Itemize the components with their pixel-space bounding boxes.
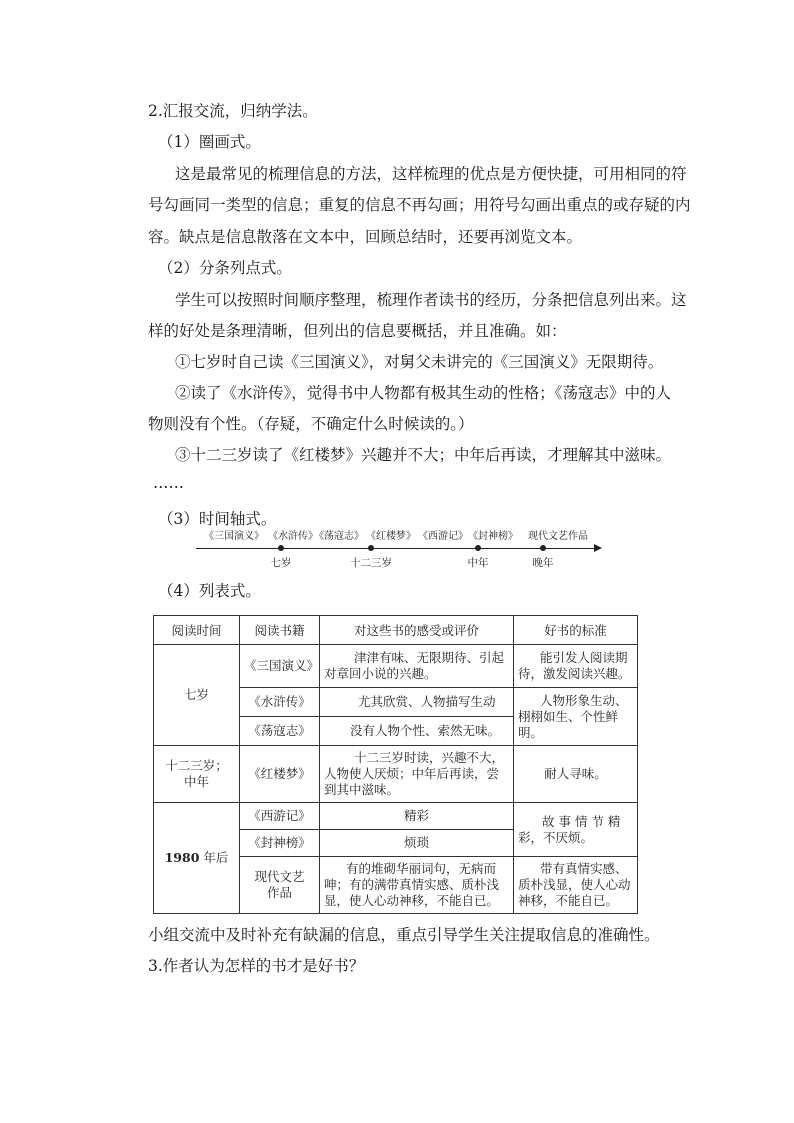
book-text: 现代文艺 <box>254 869 305 884</box>
timeline-tick-label: 中年 <box>467 557 489 569</box>
timeline-book-label: 《荡寇志》 <box>314 531 364 542</box>
evaluation-text: 人物使人厌烦；中年后再读，尝 <box>324 766 500 781</box>
list-item: ②读了《水浒传》，觉得书中人物都有极其生动的性格；《荡寇志》中的人 <box>175 384 672 402</box>
standard-text: 能引发人阅读期 <box>540 650 628 665</box>
standard-text: 故 事 情 节 精 <box>542 813 621 829</box>
table-header: 阅读书籍 <box>240 616 320 645</box>
evaluation-text: 显，使人心动神移，不能自已。 <box>324 893 500 908</box>
paragraph-line: 这是最常见的梳理信息的方法，这样梳理的优点是方便快捷，可用相同的符 <box>175 165 687 183</box>
paragraph-line: 容。缺点是信息散落在文本中，回顾总结时，还要再浏览文本。 <box>148 228 583 246</box>
timeline-tick-label: 晚年 <box>532 557 554 569</box>
evaluation-cell: 精彩 <box>320 803 514 830</box>
subheading-timeline-method: （3）时间轴式。 <box>158 510 277 528</box>
book-cell: 《西游记》 <box>240 803 320 830</box>
standard-text: 待，激发阅读兴趣。 <box>518 666 631 681</box>
table-header: 阅读时间 <box>154 616 240 645</box>
standard-text: 彩，不厌烦。 <box>518 829 594 845</box>
timeline-marker <box>368 545 374 551</box>
period-text: 七岁 <box>183 687 209 702</box>
ellipsis: …… <box>153 474 184 492</box>
paragraph-line: 小组交流中及时补充有缺漏的信息，重点引导学生关注提取信息的准确性。 <box>148 926 660 944</box>
evaluation-text: 到其中滋味。 <box>324 782 400 797</box>
timeline-book-label: 《红楼梦》 <box>366 531 416 542</box>
book-cell: 《红楼梦》 <box>240 746 320 803</box>
evaluation-cell: 尤其欣赏、人物描写生动 <box>320 688 514 717</box>
evaluation-cell <box>320 746 514 803</box>
evaluation-cell: 烦琐 <box>320 830 514 857</box>
timeline-book-label: 《水浒传》 <box>268 531 318 542</box>
period-cell <box>154 746 240 803</box>
list-item: ③十二三岁读了《红楼梦》兴趣并不大；中年后再读，才理解其中滋味。 <box>175 446 672 464</box>
table-header-row <box>154 616 638 645</box>
standard-text: 神移，不能自已。 <box>518 893 619 908</box>
table-header: 对这些书的感受或评价 <box>320 616 514 645</box>
timeline-marker <box>540 545 546 551</box>
table-row <box>154 645 638 688</box>
standard-cell <box>514 857 638 914</box>
timeline-book-label: 现代文艺作品 <box>528 531 588 542</box>
evaluation-text: 呻；有的满带真情实感、质朴浅 <box>324 877 500 892</box>
subheading-circle-method: （1）圈画式。 <box>158 133 261 151</box>
paragraph-line: 号勾画同一类型的信息；重复的信息不再勾画；用符号勾画出重点的或存疑的内 <box>148 196 691 214</box>
timeline-axis <box>196 548 596 549</box>
period-year: 1980 <box>164 850 200 865</box>
evaluation-text: 津津有味、无限期待、引起 <box>354 650 505 665</box>
timeline-book-label: 《封神榜》 <box>468 531 518 542</box>
table-row <box>154 803 638 830</box>
timeline-book-label: 《西游记》 <box>418 531 468 542</box>
evaluation-text: 对章回小说的兴趣。 <box>324 666 437 681</box>
standard-text: 带有真情实感、 <box>540 861 628 876</box>
timeline-book-label: 《三国演义》 <box>204 531 264 542</box>
subheading-table-method: （4）列表式。 <box>158 582 261 600</box>
evaluation-cell <box>320 857 514 914</box>
paragraph-line: 样的好处是条理清晰，但列出的信息要概括，并且准确。如： <box>148 322 567 340</box>
period-cell <box>154 803 240 914</box>
book-cell: 《三国演义》 <box>240 645 320 688</box>
timeline-marker <box>278 545 284 551</box>
period-cell <box>154 645 240 746</box>
section-heading-report: 2.汇报交流，归纳学法。 <box>148 102 318 120</box>
book-cell: 《水浒传》 <box>240 688 320 717</box>
period-text: 十二三岁； <box>165 758 228 773</box>
book-cell: 《封神榜》 <box>240 830 320 857</box>
list-item: ①七岁时自己读《三国演义》，对舅父未讲完的《三国演义》无限期待。 <box>175 353 664 371</box>
book-cell: 《荡寇志》 <box>240 717 320 746</box>
table-header: 好书的标准 <box>514 616 638 645</box>
book-text: 作品 <box>266 885 292 900</box>
standard-cell <box>514 688 638 746</box>
standard-text: 栩栩如生、个性鲜明。 <box>518 708 619 740</box>
reading-timeline <box>196 530 606 580</box>
table-row <box>154 746 638 803</box>
timeline-marker <box>475 545 481 551</box>
standard-cell <box>514 803 638 857</box>
standard-cell: 耐人寻味。 <box>514 746 638 803</box>
evaluation-text: 有的堆砌华丽词句，无病而 <box>346 861 497 876</box>
list-item-continuation: 物则没有个性。（存疑，不确定什么时候读的。） <box>148 415 474 433</box>
timeline-tick-label: 七岁 <box>270 557 292 569</box>
standard-text: 质朴浅显，使人心动 <box>518 877 631 892</box>
section-heading-question: 3.作者认为怎样的书才是好书？ <box>148 957 365 975</box>
timeline-tick-label: 十二三岁 <box>350 557 392 569</box>
evaluation-text: 十二三岁时读，兴趣不大， <box>354 750 505 765</box>
book-cell <box>240 857 320 914</box>
period-text: 年后 <box>199 850 229 865</box>
evaluation-cell <box>320 645 514 688</box>
evaluation-cell: 没有人物个性、索然无味。 <box>320 717 514 746</box>
period-text: 中年 <box>183 774 209 789</box>
subheading-list-method: （2）分条列点式。 <box>158 259 292 277</box>
standard-text: 人物形象生动、 <box>540 692 628 708</box>
timeline-arrow-icon <box>594 544 602 552</box>
reading-table <box>153 615 638 914</box>
paragraph-line: 学生可以按照时间顺序整理，梳理作者读书的经历，分条把信息列出来。这 <box>175 291 687 309</box>
standard-cell <box>514 645 638 688</box>
